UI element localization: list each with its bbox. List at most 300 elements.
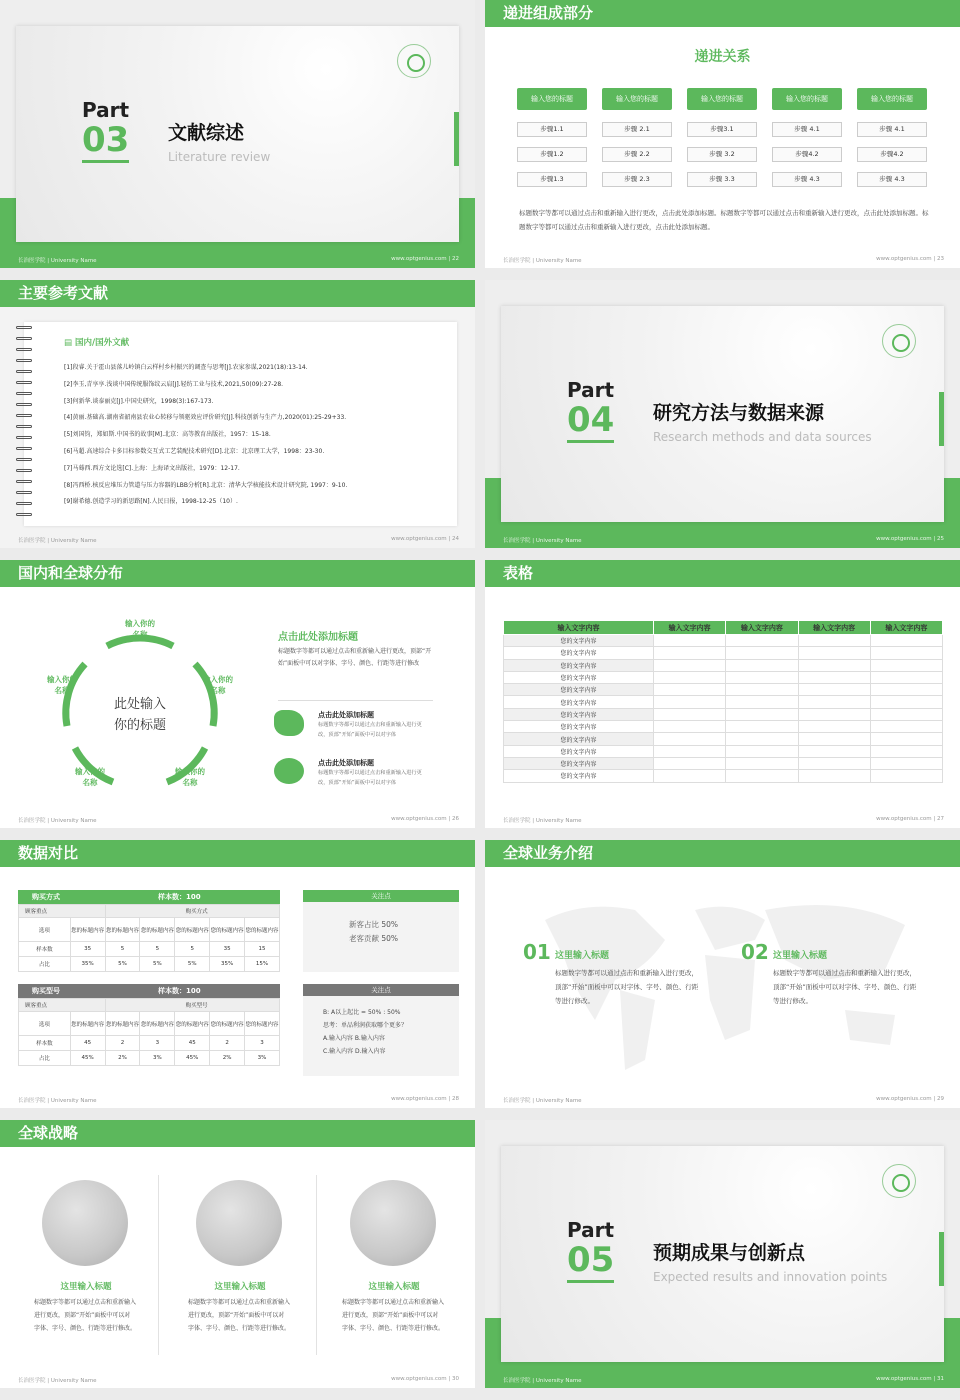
table-cell[interactable]	[870, 635, 942, 647]
section-title: 研究方法与数据来源	[653, 402, 825, 424]
column-header: 输入文字内容	[870, 621, 942, 635]
ring	[16, 326, 32, 329]
table-cell: 5	[105, 942, 140, 957]
table-cell[interactable]	[654, 635, 726, 647]
row-label: 您的文字内容	[504, 708, 654, 720]
section-title: 预期成果与创新点	[653, 1242, 806, 1264]
slide-footer	[18, 256, 459, 264]
item-text: 标题数字等都可以通过点击和重新输入进行更改，顶部“开始”面板中可以对字体	[318, 770, 422, 786]
row-label: 您的文字内容	[504, 733, 654, 745]
footer-url: www.optgenius.com	[876, 816, 932, 822]
footer-url: www.optgenius.com	[391, 1376, 447, 1382]
section-subtitle: Expected results and innovation points	[653, 1270, 888, 1284]
main-text: 标题数字等都可以通过点击和重新输入进行更改，顶部“开始”面板中可以对字体、字号、颜色、行距等进行修改	[278, 648, 432, 667]
item-text: 标题数字等都可以通过点击和重新输入进行更改，顶部“开始”面板中可以对字体、字号、颜色、行距等进行修改。	[555, 969, 699, 1005]
focus-line: 新客占比 50%	[349, 920, 399, 929]
item-text: 标题数字等都可以通过点击和重新输入进行更改，顶部“开始”面板中可以对字体	[318, 722, 422, 738]
table-row	[19, 1051, 280, 1066]
table-cell[interactable]	[726, 721, 798, 733]
slide-header: 国内和全球分布	[0, 560, 475, 587]
step-box: 步骤 3.2	[687, 147, 757, 162]
footer-url: www.optgenius.com	[391, 816, 447, 822]
part-label: Part	[567, 378, 615, 402]
divider	[158, 1175, 159, 1355]
table-cell: 您的标题内容	[210, 1012, 245, 1036]
ring	[16, 403, 32, 406]
title-button[interactable]: 输入您的标题	[517, 88, 587, 110]
table-row	[19, 1036, 280, 1051]
table-cell[interactable]	[870, 770, 942, 782]
table-cell[interactable]	[798, 733, 870, 745]
row-label: 您的文字内容	[504, 635, 654, 647]
accent-bar	[454, 112, 459, 166]
table-cell: 您的标题内容	[70, 918, 105, 942]
table-cell: 您的标题内容	[105, 1012, 140, 1036]
table-cell: 选项	[19, 918, 71, 942]
step-box: 步骤1.2	[517, 147, 587, 162]
footer-url: www.optgenius.com	[876, 536, 932, 542]
slide-25-cover[interactable]	[485, 280, 960, 548]
table-cell[interactable]	[870, 659, 942, 671]
table-cell[interactable]	[654, 721, 726, 733]
page-number: | 28	[448, 1096, 459, 1102]
page-number: | 26	[448, 816, 459, 822]
ring	[16, 491, 32, 494]
table-row	[504, 635, 943, 647]
ring	[16, 370, 32, 373]
table-cell: 您的标题内容	[175, 918, 210, 942]
table-cell[interactable]	[870, 671, 942, 683]
table-cell[interactable]	[654, 647, 726, 659]
reference-item: [5]刘国钧，郑如斯.中国书的故事[M].北京：高等教育出版社，1957：15-18.	[64, 431, 271, 439]
footer-school: 长治医学院 | University Name	[503, 1378, 582, 1384]
page-number: | 27	[933, 816, 944, 822]
table-cell: 3%	[245, 1051, 280, 1066]
table-cell[interactable]	[654, 708, 726, 720]
table-cell[interactable]	[798, 745, 870, 757]
table-cell[interactable]	[870, 708, 942, 720]
table-cell[interactable]	[870, 647, 942, 659]
ring	[16, 436, 32, 439]
row-label: 您的文字内容	[504, 721, 654, 733]
table-cell[interactable]	[726, 733, 798, 745]
center-title-line: 你的标题	[113, 718, 166, 733]
sample-count: 样本数：100	[158, 893, 201, 901]
step-box: 步骤 4.3	[772, 172, 842, 187]
table-cell[interactable]	[654, 757, 726, 769]
node-line: 输入你的	[47, 675, 77, 684]
footer-school: 长治医学院 | University Name	[503, 538, 582, 544]
ring-node-label	[118, 618, 162, 640]
table-row	[19, 942, 280, 957]
reference-item: [3]何新华.谈泰丽克[J].中国史研究，1998(3):167-173.	[64, 397, 214, 405]
ring	[16, 447, 32, 450]
footer-url: www.optgenius.com	[876, 256, 932, 262]
table-cell: 选项	[19, 1012, 71, 1036]
node-line: 名称	[54, 686, 70, 695]
item-title: 这里输入标题	[214, 1282, 266, 1292]
comparison-table-1	[18, 890, 280, 972]
node-line: 名称	[210, 686, 226, 695]
college-logo-icon	[882, 1164, 916, 1198]
table-cell[interactable]	[870, 733, 942, 745]
focus-line: B: A以上起比 = 50% : 50%	[323, 1009, 401, 1016]
table-cell[interactable]	[726, 671, 798, 683]
body-paragraph: 标题数字等都可以通过点击和重新输入进行更改，点击此处添加标题。标题数字等都可以通过点击和重新输入进行更改，点击此处添加标题。标题数字等都可以通过点击和重新输入进行更改，点击此处添加标题。	[519, 209, 929, 231]
table-cell[interactable]	[798, 770, 870, 782]
step-box: 步骤1.3	[517, 172, 587, 187]
slide-footer	[503, 536, 944, 544]
table-row	[504, 770, 943, 782]
data-table	[503, 620, 943, 783]
table-cell: 您的标题内容	[105, 918, 140, 942]
row-label: 您的文字内容	[504, 770, 654, 782]
table-row	[19, 918, 280, 942]
item-number: 02	[741, 940, 769, 964]
reference-item: [9]谢希德.创造学习的新思路[N].人民日报，1998-12-25（10）.	[64, 498, 238, 506]
item-title: 这里输入标题	[555, 951, 610, 961]
table-cell: 35	[210, 942, 245, 957]
table-cell: 35%	[70, 957, 105, 972]
table-cell: 35%	[210, 957, 245, 972]
step-box: 步骤3.1	[687, 122, 757, 137]
table-cell[interactable]	[726, 684, 798, 696]
globe-icon	[196, 1180, 282, 1266]
table-title: 购买型号	[32, 987, 60, 995]
part-label: Part	[567, 1218, 615, 1242]
ring	[16, 502, 32, 505]
table-cell[interactable]	[726, 757, 798, 769]
center-title-line: 此处输入	[113, 697, 166, 712]
table-cell[interactable]	[870, 696, 942, 708]
row-label: 您的文字内容	[504, 671, 654, 683]
page-number: | 25	[933, 536, 944, 542]
table-cell: 3%	[140, 1051, 175, 1066]
cover-card	[501, 306, 944, 522]
title-button[interactable]: 输入您的标题	[602, 88, 672, 110]
step-box: 步骤 2.1	[602, 122, 672, 137]
node-line: 输入你的	[75, 767, 105, 776]
slide-31-cover[interactable]	[485, 1120, 960, 1388]
slide-footer	[18, 1376, 459, 1384]
step-box: 步骤 2.3	[602, 172, 672, 187]
focus-box-title: 关注点	[303, 890, 459, 902]
table-cell[interactable]	[870, 757, 942, 769]
table-cell: 购买型号	[105, 999, 279, 1012]
reference-item: [6]马超.高速综合卡多目标参数交互式工艺装配技术研究[D].北京：北京理工大学，1998：23-30.	[64, 447, 325, 455]
table-cell: 3	[140, 1036, 175, 1051]
part-number: 03	[82, 120, 129, 163]
node-line: 名称	[82, 778, 98, 787]
table-cell[interactable]	[798, 659, 870, 671]
table-cell[interactable]	[798, 721, 870, 733]
globe-icon	[42, 1180, 128, 1266]
node-line: 输入你的	[203, 675, 233, 684]
section-title: 文献综述	[168, 122, 245, 144]
step-box: 步骤4.2	[857, 147, 927, 162]
row-label: 您的文字内容	[504, 647, 654, 659]
table-cell: 35	[70, 942, 105, 957]
comparison-table-2	[18, 984, 280, 1066]
table-cell: 45	[70, 1036, 105, 1051]
table-row	[504, 733, 943, 745]
row-label: 您的文字内容	[504, 757, 654, 769]
ring-node-label	[196, 674, 240, 696]
table-cell: 您的标题内容	[175, 1012, 210, 1036]
ring	[16, 392, 32, 395]
main-title: 点击此处添加标题	[278, 632, 358, 643]
table-title-bar	[18, 984, 280, 998]
table-cell: 15%	[245, 957, 280, 972]
table-cell[interactable]	[798, 684, 870, 696]
table-row	[504, 721, 943, 733]
table-cell: 占比	[19, 957, 71, 972]
table-cell[interactable]	[654, 733, 726, 745]
step-box: 步骤 4.1	[772, 122, 842, 137]
ring-node-label	[168, 766, 212, 788]
part-number: 04	[567, 400, 614, 443]
table-cell[interactable]	[798, 757, 870, 769]
footer-school: 长治医学院 | University Name	[503, 1098, 582, 1104]
globe-icon	[350, 1180, 436, 1266]
table-cell[interactable]	[654, 745, 726, 757]
slide-footer	[503, 816, 944, 824]
slide-header: 递进组成部分	[485, 0, 960, 27]
table-cell: 2%	[105, 1051, 140, 1066]
page-number: | 31	[933, 1376, 944, 1382]
table-cell[interactable]	[726, 770, 798, 782]
ring	[16, 337, 32, 340]
item-title: 这里输入标题	[368, 1282, 420, 1292]
row-label: 您的文字内容	[504, 659, 654, 671]
node-line: 名称	[182, 778, 198, 787]
accent-bar	[939, 1232, 944, 1286]
college-logo-icon	[397, 44, 431, 78]
column-header: 输入文字内容	[654, 621, 726, 635]
item-title: 点击此处添加标题	[318, 711, 374, 719]
slide-22-cover[interactable]	[0, 0, 475, 268]
footer-school: 长治医学院 | University Name	[18, 258, 97, 264]
china-map-icon	[274, 710, 304, 736]
table-cell: 5	[175, 942, 210, 957]
ring	[16, 513, 32, 516]
table-cell: 样本数	[19, 1036, 71, 1051]
footer-school: 长治医学院 | University Name	[18, 538, 97, 544]
step-box: 步骤 3.3	[687, 172, 757, 187]
table-cell[interactable]	[726, 659, 798, 671]
title-button[interactable]: 输入您的标题	[857, 88, 927, 110]
table-cell: 5%	[105, 957, 140, 972]
table-title-bar	[18, 890, 280, 904]
table-cell[interactable]	[654, 659, 726, 671]
footer-school: 长治医学院 | University Name	[18, 1098, 97, 1104]
cover-card	[501, 1146, 944, 1362]
table-cell: 您的标题内容	[140, 918, 175, 942]
slide-24-references[interactable]	[0, 280, 475, 548]
slide-footer	[18, 816, 459, 824]
page-number: | 22	[448, 256, 459, 262]
item-text: 标题数字等都可以通过点击和重新输入进行更改，顶部“开始”面板中可以对字体、字号、颜色、行距等进行修改。	[188, 1299, 291, 1332]
focus-box-2	[303, 984, 459, 1076]
ring	[16, 480, 32, 483]
table-cell[interactable]	[870, 684, 942, 696]
reference-item: [2]李玉,青享享.浅谈中国传统服饰纹云肩[J].轻纺工业与技术,2021,50(09):27-28.	[64, 380, 284, 388]
slide-footer	[503, 1096, 944, 1104]
reference-heading: 国内/国外文献	[75, 338, 130, 348]
footer-url: www.optgenius.com	[391, 536, 447, 542]
table-cell[interactable]	[798, 696, 870, 708]
page-number: | 24	[448, 536, 459, 542]
ring	[16, 359, 32, 362]
table-cell[interactable]	[798, 635, 870, 647]
table-cell[interactable]	[798, 647, 870, 659]
table-cell: 45%	[175, 1051, 210, 1066]
section-subtitle: Literature review	[168, 150, 271, 164]
row-label: 您的文字内容	[504, 684, 654, 696]
step-box: 步骤 4.1	[857, 122, 927, 137]
ring	[16, 348, 32, 351]
table-cell: 5%	[175, 957, 210, 972]
college-logo-icon	[882, 324, 916, 358]
table-cell[interactable]	[726, 635, 798, 647]
table-cell: 您的标题内容	[245, 918, 280, 942]
table-row	[19, 957, 280, 972]
table-cell[interactable]	[726, 745, 798, 757]
node-line: 输入你的	[125, 619, 155, 628]
slide-header: 数据对比	[0, 840, 475, 867]
table-cell: 15	[245, 942, 280, 957]
focus-box-1	[303, 890, 459, 972]
table-title: 购买方式	[32, 893, 60, 901]
table-cell: 您的标题内容	[245, 1012, 280, 1036]
slide-29-global-business[interactable]	[485, 840, 960, 1108]
cover-card	[16, 26, 459, 242]
table-cell: 2	[105, 1036, 140, 1051]
row-label: 您的文字内容	[504, 696, 654, 708]
slide-footer	[503, 256, 944, 264]
item-title: 这里输入标题	[773, 951, 828, 961]
table-cell[interactable]	[654, 696, 726, 708]
table-cell[interactable]	[870, 745, 942, 757]
table-cell[interactable]	[726, 696, 798, 708]
title-button[interactable]: 输入您的标题	[772, 88, 842, 110]
step-box: 步骤 4.3	[857, 172, 927, 187]
ring	[16, 425, 32, 428]
accent-bar	[939, 392, 944, 446]
slide-28-comparison[interactable]	[0, 840, 475, 1108]
table-row	[504, 708, 943, 720]
item-number: 01	[523, 940, 551, 964]
slide-23-progression[interactable]	[485, 0, 960, 268]
divider	[278, 700, 433, 701]
column-header: 输入文字内容	[798, 621, 870, 635]
focus-line: C.输入内容 D.输入内容	[323, 1048, 386, 1055]
table-cell[interactable]	[654, 770, 726, 782]
focus-box-title: 关注点	[303, 984, 459, 996]
item-text: 标题数字等都可以通过点击和重新输入进行更改，顶部“开始”面板中可以对字体、字号、颜色、行距等进行修改。	[773, 969, 917, 1005]
slide-26-distribution[interactable]	[0, 560, 475, 828]
ring	[16, 458, 32, 461]
slide-header: 全球战略	[0, 1120, 475, 1147]
slide-title: 递进关系	[694, 49, 751, 65]
slide-header: 全球业务介绍	[485, 840, 960, 867]
node-line: 名称	[132, 630, 148, 639]
globe-icon	[274, 758, 304, 784]
slide-header: 主要参考文献	[0, 280, 475, 307]
slide-30-global-strategy[interactable]	[0, 1120, 475, 1388]
table-row	[19, 905, 280, 918]
footer-url: www.optgenius.com	[391, 256, 447, 262]
page-number: | 23	[933, 256, 944, 262]
footer-url: www.optgenius.com	[876, 1376, 932, 1382]
slide-footer	[503, 1376, 944, 1384]
table-cell: 您的标题内容	[140, 1012, 175, 1036]
focus-line: A.输入内容 B.输入内容	[323, 1035, 385, 1042]
table-cell: 占比	[19, 1051, 71, 1066]
footer-school: 长治医学院 | University Name	[503, 818, 582, 824]
row-label: 您的文字内容	[504, 745, 654, 757]
slide-27-table[interactable]	[485, 560, 960, 828]
table-cell[interactable]	[654, 684, 726, 696]
comparison-table	[18, 904, 280, 972]
part-label: Part	[82, 98, 130, 122]
part-number: 05	[567, 1240, 614, 1283]
footer-school: 长治医学院 | University Name	[18, 1378, 97, 1384]
table-header-row	[504, 621, 943, 635]
reference-item: [8]冯西桥.核反应堆压力管道与压力容器的LBB分析[R].北京：清华大学核能技术设计研究院, 1997：9-10.	[64, 481, 348, 489]
section-subtitle: Research methods and data sources	[653, 430, 872, 444]
table-cell: 5	[140, 942, 175, 957]
table-row	[504, 757, 943, 769]
table-cell[interactable]	[798, 671, 870, 683]
table-cell: 45%	[70, 1051, 105, 1066]
table-row	[19, 1012, 280, 1036]
footer-school: 长治医学院 | University Name	[18, 818, 97, 824]
item-text: 标题数字等都可以通过点击和重新输入进行更改，顶部“开始”面板中可以对字体、字号、颜色、行距等进行修改。	[342, 1299, 445, 1332]
table-cell: 3	[245, 1036, 280, 1051]
table-cell: 2	[210, 1036, 245, 1051]
sample-count: 样本数：100	[158, 987, 201, 995]
node-line: 输入你的	[175, 767, 205, 776]
table-row	[504, 647, 943, 659]
ring-node-label	[68, 766, 112, 788]
page-number: | 29	[933, 1096, 944, 1102]
table-cell[interactable]	[726, 647, 798, 659]
footer-url: www.optgenius.com	[391, 1096, 447, 1102]
divider	[316, 1175, 317, 1355]
table-cell: 样本数	[19, 942, 71, 957]
step-box: 步骤 2.2	[602, 147, 672, 162]
table-row	[504, 745, 943, 757]
table-cell[interactable]	[870, 721, 942, 733]
table-cell: 顾客重点	[19, 999, 106, 1012]
table-row	[19, 999, 280, 1012]
title-button[interactable]: 输入您的标题	[687, 88, 757, 110]
table-cell: 5%	[140, 957, 175, 972]
slide-footer	[18, 536, 459, 544]
table-cell[interactable]	[798, 708, 870, 720]
table-cell: 您的标题内容	[210, 918, 245, 942]
footer-school: 长治医学院 | University Name	[503, 258, 582, 264]
table-row	[504, 696, 943, 708]
page-number: | 30	[448, 1376, 459, 1382]
table-cell[interactable]	[654, 671, 726, 683]
table-cell: 2%	[210, 1051, 245, 1066]
reference-item: [7]马蓦西.西方文论选[C].上海：上海译文出版社，1979：12-17.	[64, 464, 240, 472]
item-text: 标题数字等都可以通过点击和重新输入进行更改，顶部“开始”面板中可以对字体、字号、颜色、行距等进行修改。	[34, 1299, 137, 1332]
reference-item: [4]黄丽.基础高.湖南省韶南县农业心转移与领驱效应评价研究[J].科技创新与生产力,2020(01):25-29+33.	[64, 414, 347, 422]
table-cell[interactable]	[726, 708, 798, 720]
